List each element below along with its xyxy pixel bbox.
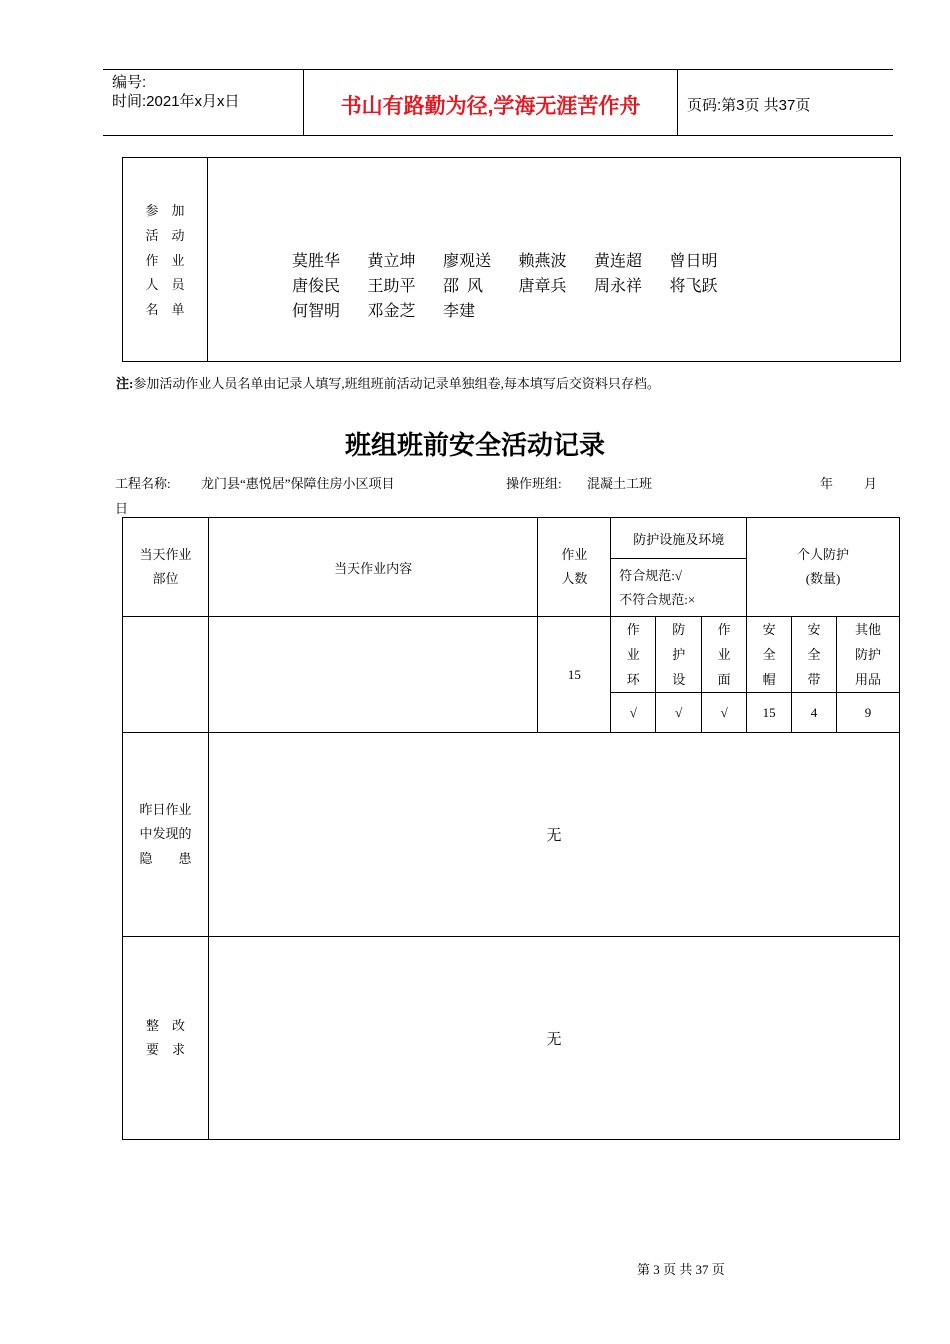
- header-personal-line: (数量): [805, 571, 841, 586]
- participants-row: [292, 249, 745, 274]
- participant-name: 廖观送: [443, 253, 492, 270]
- header-location-line: 当天作业: [139, 547, 192, 562]
- header-location-line: 部位: [152, 571, 179, 586]
- header-protection: 防护设施及环境: [611, 518, 747, 559]
- rectify-label: [123, 937, 209, 1140]
- header-top-rule: [103, 69, 893, 70]
- participant-name: 周永祥: [594, 278, 643, 295]
- legend-compliant: 符合规范:√: [619, 567, 683, 583]
- subheader-char: 作: [717, 622, 731, 637]
- subheader-char: 防: [672, 622, 686, 637]
- participant-name: 黄立坤: [367, 253, 416, 270]
- participants-names: [292, 249, 745, 324]
- year-label: 年: [820, 476, 834, 491]
- participant-name: 唐俊民: [292, 278, 341, 295]
- participants-label-line: 活 动: [145, 227, 185, 243]
- helmet-value: 15: [747, 693, 792, 733]
- subheader-belt: [792, 617, 837, 693]
- footer-page-number: 第 3 页 共 37 页: [637, 1262, 725, 1277]
- subheader-helmet: [747, 617, 792, 693]
- subheader-char: 设: [672, 672, 686, 687]
- participant-name: 何智明: [292, 303, 341, 320]
- subheader-other: [836, 617, 899, 693]
- facility-value: √: [656, 693, 702, 733]
- header-divider-right: [677, 69, 678, 136]
- subheader-env: [611, 617, 656, 693]
- month-label: 月: [864, 476, 878, 491]
- subheader-char: 全: [807, 647, 821, 662]
- subheader-char: 带: [807, 672, 821, 687]
- header-time-label: 时间:2021年x月x日: [112, 93, 240, 110]
- rectify-value: 无: [208, 937, 899, 1140]
- subheader-char: 业: [717, 647, 731, 662]
- participants-label-line: 名 单: [145, 302, 185, 318]
- hazard-label-line: 隐 患: [139, 850, 192, 866]
- day-label: 日: [115, 501, 129, 516]
- header-motto: 书山有路勤为径,学海无涯苦作舟: [340, 95, 641, 118]
- subheader-char: 护: [672, 647, 686, 662]
- header-page-label: 页码:第3页 共37页: [687, 97, 811, 114]
- participants-label: [123, 199, 207, 323]
- rectify-label-line: 要 求: [145, 1042, 185, 1057]
- hazard-label-line: 昨日作业: [139, 801, 192, 817]
- subheader-workface: [702, 617, 747, 693]
- participants-row: [292, 299, 745, 324]
- location-cell: [123, 617, 209, 733]
- subheader-char: 用品: [854, 672, 881, 687]
- header-personal: [747, 518, 900, 617]
- participants-row: [292, 274, 745, 299]
- hazard-label-line: 中发现的: [139, 826, 192, 842]
- header-location: [123, 518, 209, 617]
- hazard-value: 无: [208, 733, 899, 937]
- project-name: 龙门县“惠悦居”保障住房小区项目: [201, 476, 395, 491]
- participant-name: 邵 风: [443, 278, 484, 295]
- subheader-char: 安: [762, 622, 776, 637]
- header-workers-line: 人数: [561, 571, 588, 586]
- team-name: 混凝土工班: [587, 476, 653, 491]
- subheader-char: 帽: [762, 672, 776, 687]
- header-workers-line: 作业: [561, 547, 588, 562]
- legend-noncompliant: 不符合规范:×: [619, 591, 696, 607]
- other-value: 9: [836, 693, 899, 733]
- participant-name: 曾日明: [669, 253, 718, 270]
- subheader-char: 环: [626, 672, 640, 687]
- participants-label-line: 人 员: [145, 277, 185, 293]
- subheader-char: 作: [626, 622, 640, 637]
- record-title: 班组班前安全活动记录: [344, 431, 605, 460]
- belt-value: 4: [792, 693, 837, 733]
- workers-cell: 15: [538, 617, 611, 733]
- participant-name: 王助平: [367, 278, 416, 295]
- env-value: √: [611, 693, 656, 733]
- participants-label-line: 参 加: [145, 203, 185, 218]
- participant-name: 邓金芝: [367, 303, 416, 320]
- project-label: 工程名称:: [115, 476, 171, 491]
- header-code-label: 编号:: [112, 74, 147, 91]
- note-text: 参加活动作业人员名单由记录人填写,班组班前活动记录单独组卷,每本填写后交资料只存档。: [133, 376, 660, 391]
- participant-name: 将飞跃: [669, 278, 718, 295]
- subheader-char: 安: [807, 622, 821, 637]
- note-label: 注:: [116, 376, 134, 391]
- note: [116, 373, 660, 392]
- subheader-char: 其他: [854, 622, 881, 637]
- participant-name: 莫胜华: [292, 253, 341, 270]
- participant-name: 赖燕波: [518, 253, 567, 270]
- activity-table: [122, 517, 900, 1140]
- subheader-char: 面: [717, 672, 731, 687]
- participant-name: 唐章兵: [518, 278, 567, 295]
- participant-name: 黄连超: [594, 253, 643, 270]
- header-bottom-rule: [103, 135, 893, 136]
- participant-name: 李建: [443, 303, 476, 320]
- header-legend: [611, 559, 747, 617]
- team-label: 操作班组:: [506, 476, 562, 491]
- hazard-label: [123, 733, 209, 937]
- workface-value: √: [702, 693, 747, 733]
- header-content: 当天作业内容: [208, 518, 537, 617]
- participants-divider: [207, 157, 208, 361]
- rectify-label-line: 整 改: [145, 1017, 185, 1033]
- subheader-char: 业: [626, 647, 640, 662]
- content-cell: [208, 617, 537, 733]
- subheader-char: 防护: [854, 647, 881, 662]
- header-personal-line: 个人防护: [797, 547, 850, 562]
- participants-label-line: 作 业: [145, 252, 185, 268]
- subheader-facility: [656, 617, 702, 693]
- header-workers: [538, 518, 611, 617]
- subheader-char: 全: [762, 647, 776, 662]
